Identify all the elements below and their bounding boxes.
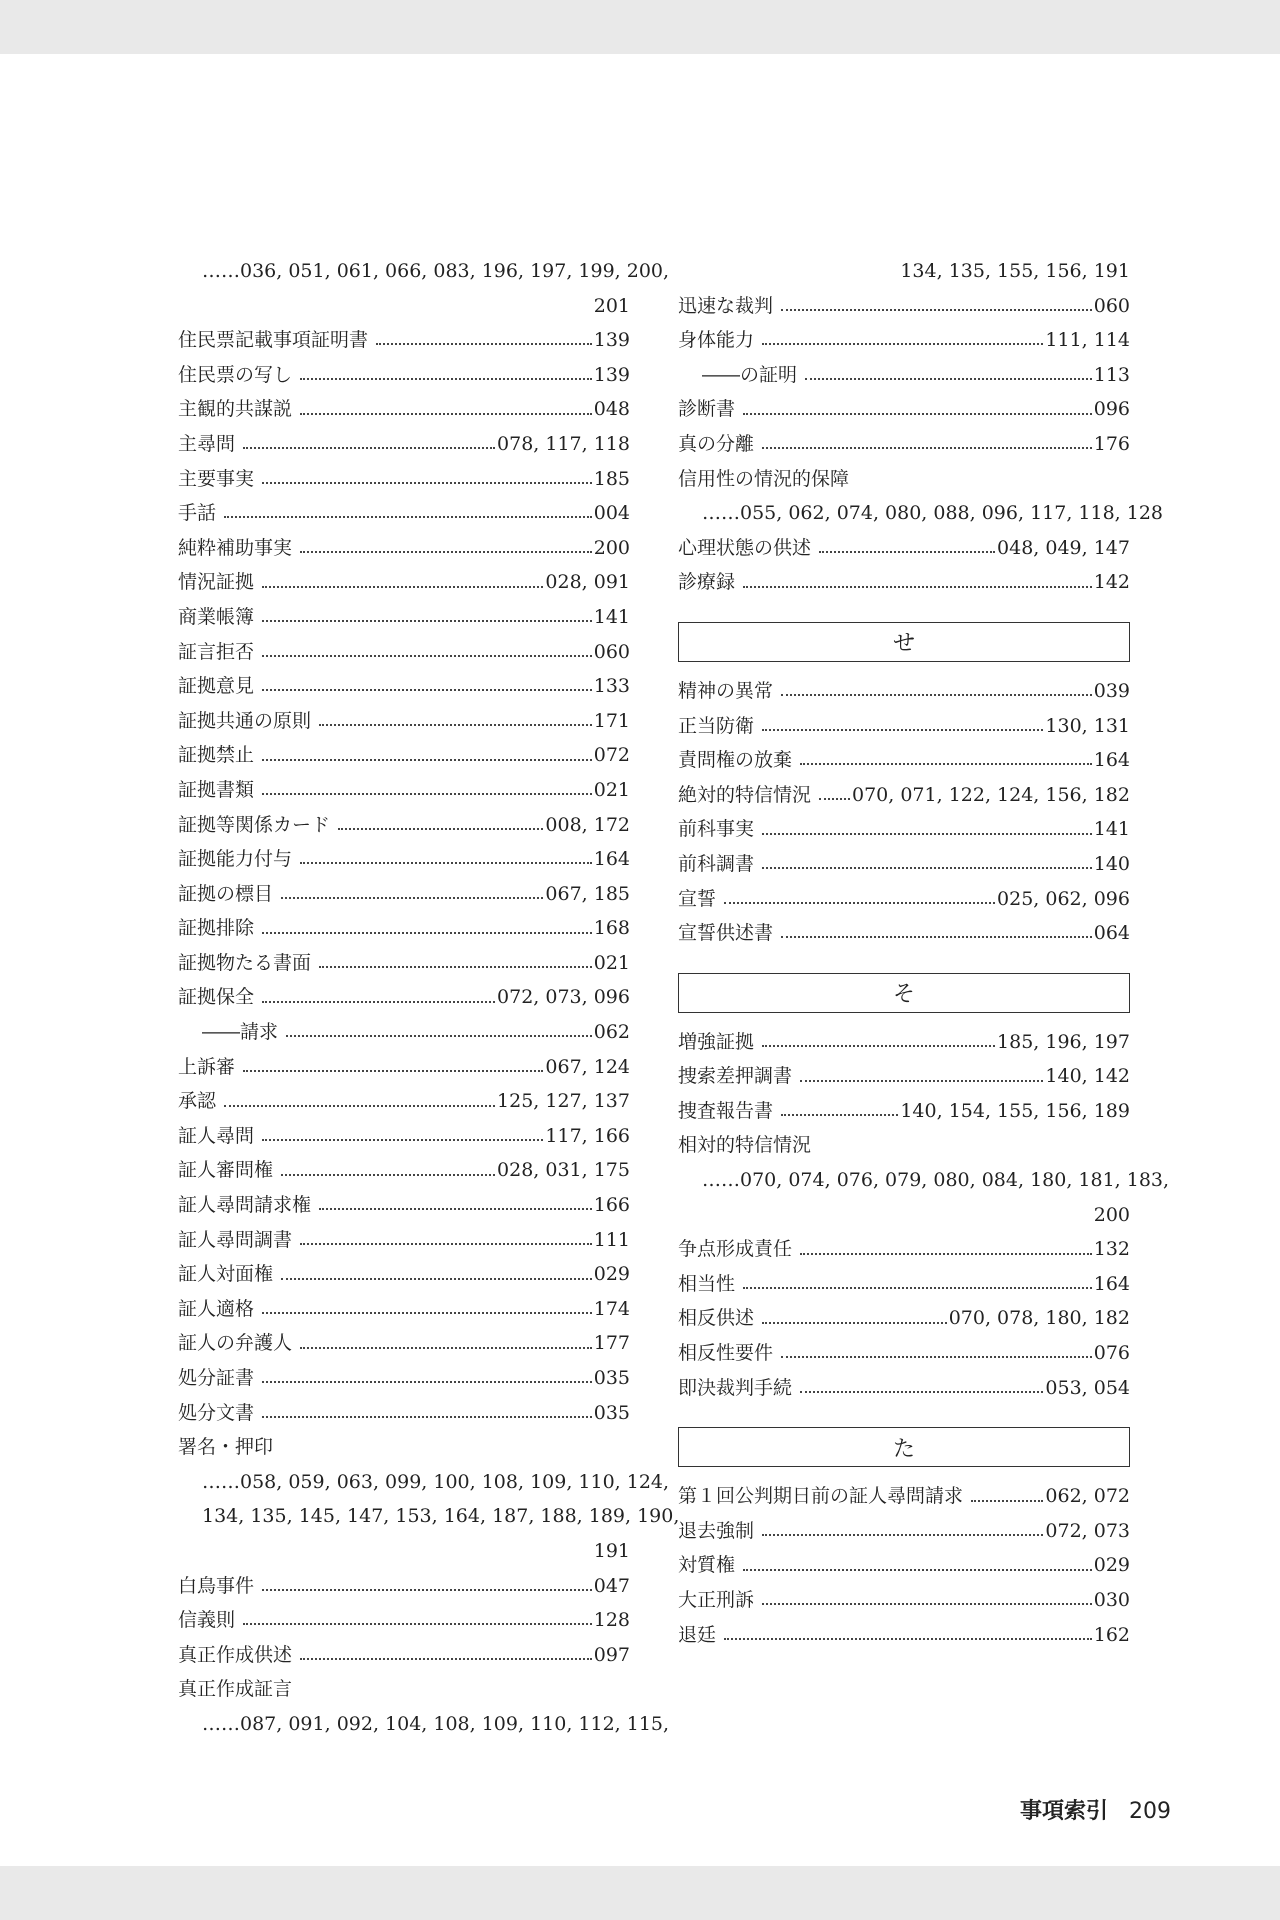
leader-dots bbox=[319, 1208, 592, 1210]
index-entry bbox=[178, 531, 630, 566]
viewer-bottom-bar bbox=[0, 1866, 1280, 1920]
page-refs-continuation: ……070, 074, 076, 079, 080, 084, 180, 181, 183, bbox=[702, 1169, 1170, 1192]
leader-dots bbox=[800, 763, 1092, 765]
page-refs: 030 bbox=[1093, 1589, 1130, 1611]
leader-dots bbox=[819, 798, 850, 800]
leader-dots bbox=[300, 378, 592, 380]
index-term: 第１回公判期日前の証人尋問請求 bbox=[678, 1485, 964, 1508]
index-term: 白鳥事件 bbox=[178, 1574, 255, 1597]
index-entry bbox=[178, 669, 630, 704]
leader-dots bbox=[243, 447, 495, 449]
page-refs: 048, 049, 147 bbox=[997, 536, 1130, 559]
index-entry bbox=[178, 877, 630, 912]
leader-dots bbox=[300, 862, 592, 864]
index-term: 正当防衛 bbox=[678, 714, 755, 737]
page-number: 209 bbox=[1129, 1799, 1172, 1824]
index-term: 真正作成供述 bbox=[178, 1643, 293, 1666]
index-term: 宣誓供述書 bbox=[678, 922, 774, 945]
index-entry bbox=[178, 980, 630, 1015]
page-refs: 062, 072 bbox=[1045, 1485, 1130, 1508]
index-term: 証拠書類 bbox=[178, 778, 255, 801]
leader-dots bbox=[300, 1347, 592, 1349]
index-entry bbox=[178, 1569, 630, 1604]
index-column-right bbox=[678, 254, 1170, 1652]
index-entry bbox=[178, 496, 630, 531]
leader-dots bbox=[243, 1623, 592, 1625]
index-entry bbox=[678, 323, 1130, 358]
index-entry bbox=[678, 427, 1130, 462]
leader-dots bbox=[286, 1035, 592, 1037]
page-refs: 028, 031, 175 bbox=[497, 1159, 630, 1182]
page-refs: 035 bbox=[593, 1367, 630, 1389]
leader-dots bbox=[743, 586, 1092, 588]
index-entry bbox=[178, 1188, 630, 1223]
index-entry bbox=[178, 462, 630, 497]
leader-dots bbox=[262, 586, 543, 588]
page-refs: 164 bbox=[1093, 1272, 1130, 1295]
index-entry bbox=[678, 1336, 1130, 1371]
page-refs: 132 bbox=[1093, 1238, 1130, 1261]
page-refs: 004 bbox=[593, 502, 630, 525]
index-term: 主尋問 bbox=[178, 432, 236, 455]
leader-dots bbox=[376, 343, 592, 345]
index-entry bbox=[178, 704, 630, 739]
page-refs: 062 bbox=[593, 1021, 630, 1044]
leader-dots bbox=[319, 966, 592, 968]
page-refs-continuation: ……058, 059, 063, 099, 100, 108, 109, 110, 124, bbox=[202, 1470, 670, 1493]
index-term: 前科事実 bbox=[678, 818, 755, 841]
kana-section-header: た bbox=[678, 1427, 1130, 1467]
leader-dots bbox=[724, 1638, 1092, 1640]
index-heading-term: 署名・押印 bbox=[178, 1436, 274, 1459]
leader-dots bbox=[300, 1658, 592, 1660]
page-refs: 060 bbox=[593, 640, 630, 663]
page-refs: 070, 071, 122, 124, 156, 182 bbox=[852, 783, 1130, 806]
page-refs: 128 bbox=[593, 1609, 630, 1632]
section-gap bbox=[678, 600, 1130, 622]
index-term: 手話 bbox=[178, 502, 217, 525]
index-entry bbox=[178, 911, 630, 946]
page-refs: 025, 062, 096 bbox=[997, 887, 1130, 910]
index-entry bbox=[678, 709, 1130, 744]
page-refs: 053, 054 bbox=[1045, 1376, 1130, 1399]
page-refs: 185, 196, 197 bbox=[997, 1030, 1130, 1053]
page-refs: 078, 117, 118 bbox=[497, 432, 630, 455]
leader-dots bbox=[800, 1253, 1092, 1255]
index-entry bbox=[178, 1153, 630, 1188]
leader-dots bbox=[781, 694, 1092, 696]
page-refs: 200 bbox=[593, 536, 630, 559]
index-entry bbox=[678, 1618, 1130, 1653]
leader-dots bbox=[724, 902, 995, 904]
index-term: ――請求 bbox=[202, 1021, 279, 1044]
page-refs: 174 bbox=[593, 1297, 630, 1320]
index-entry bbox=[678, 1514, 1130, 1549]
index-entry bbox=[678, 1548, 1130, 1583]
index-term: 証拠能力付与 bbox=[178, 848, 293, 871]
index-term: 証人の弁護人 bbox=[178, 1332, 293, 1355]
index-entry bbox=[678, 778, 1130, 813]
index-entry bbox=[178, 808, 630, 843]
leader-dots bbox=[762, 1534, 1043, 1536]
index-term: 信義則 bbox=[178, 1609, 236, 1632]
index-term: 診療録 bbox=[678, 571, 736, 594]
index-term: 争点形成責任 bbox=[678, 1238, 793, 1261]
index-entry bbox=[678, 1232, 1130, 1267]
leader-dots bbox=[300, 1243, 592, 1245]
index-term: 処分証書 bbox=[178, 1367, 255, 1389]
page-refs: 067, 185 bbox=[545, 882, 630, 905]
leader-dots bbox=[743, 1287, 1092, 1289]
index-entry bbox=[178, 392, 630, 427]
index-term: 純粋補助事実 bbox=[178, 536, 293, 559]
leader-dots bbox=[262, 655, 592, 657]
page-refs: 130, 131 bbox=[1045, 714, 1130, 737]
page-refs: 140, 154, 155, 156, 189 bbox=[900, 1099, 1130, 1122]
index-term: 住民票記載事項証明書 bbox=[178, 329, 369, 352]
section-gap bbox=[678, 951, 1130, 973]
kana-section-header: せ bbox=[678, 622, 1130, 662]
page-refs: 141 bbox=[1093, 818, 1130, 841]
index-term: 上訴審 bbox=[178, 1055, 236, 1078]
page-refs-continuation: ……055, 062, 074, 080, 088, 096, 117, 118, 128 bbox=[702, 502, 1164, 525]
index-entry bbox=[678, 847, 1130, 882]
leader-dots bbox=[224, 1105, 495, 1107]
page-refs: 021 bbox=[593, 778, 630, 801]
leader-dots bbox=[281, 1278, 592, 1280]
page-refs: 140, 142 bbox=[1045, 1065, 1130, 1088]
page-refs: 162 bbox=[1093, 1623, 1130, 1646]
index-term: 絶対的特信情況 bbox=[678, 783, 812, 806]
index-term: 証拠共通の原則 bbox=[178, 709, 312, 732]
leader-dots bbox=[781, 309, 1092, 311]
page-refs: 164 bbox=[1093, 749, 1130, 772]
index-term: 責問権の放棄 bbox=[678, 749, 793, 772]
page-refs: 140 bbox=[1093, 852, 1130, 875]
index-heading-term: 信用性の情況的保障 bbox=[678, 467, 850, 490]
index-entry bbox=[178, 1050, 630, 1085]
index-entry bbox=[678, 1479, 1130, 1514]
index-entry bbox=[178, 1638, 630, 1673]
page-refs: 067, 124 bbox=[545, 1055, 630, 1078]
index-term: 主要事実 bbox=[178, 467, 255, 490]
index-entry bbox=[178, 946, 630, 981]
page-refs: 142 bbox=[1093, 571, 1130, 594]
page-refs-continuation: 201 bbox=[593, 294, 630, 317]
leader-dots bbox=[262, 1381, 592, 1383]
leader-dots bbox=[805, 378, 1092, 380]
index-entry bbox=[178, 323, 630, 358]
leader-dots bbox=[262, 759, 592, 761]
page-refs: 097 bbox=[593, 1643, 630, 1666]
viewer-top-bar bbox=[0, 0, 1280, 54]
leader-dots bbox=[262, 1589, 592, 1591]
page-refs-continuation: 200 bbox=[1093, 1203, 1130, 1226]
index-term: 精神の異常 bbox=[678, 679, 774, 702]
leader-dots bbox=[743, 413, 1092, 415]
index-term: 相反供述 bbox=[678, 1307, 755, 1330]
page-refs-continuation: 191 bbox=[593, 1539, 630, 1562]
index-term: 宣誓 bbox=[678, 887, 717, 910]
page-refs: 164 bbox=[593, 848, 630, 871]
index-term: 証言拒否 bbox=[178, 640, 255, 663]
leader-dots bbox=[243, 1070, 543, 1072]
index-entry bbox=[178, 773, 630, 808]
index-entry bbox=[678, 1025, 1130, 1060]
index-term: 証人適格 bbox=[178, 1297, 255, 1320]
index-term: 大正刑訴 bbox=[678, 1589, 755, 1611]
page-refs: 072, 073, 096 bbox=[497, 986, 630, 1009]
index-term: 証拠等関係カード bbox=[178, 813, 331, 836]
page-refs: 096 bbox=[1093, 398, 1130, 421]
leader-dots bbox=[762, 867, 1092, 869]
index-term: 証人尋問請求権 bbox=[178, 1194, 312, 1217]
index-entry bbox=[178, 565, 630, 600]
leader-dots bbox=[338, 828, 543, 830]
index-entry bbox=[678, 882, 1130, 917]
index-page bbox=[0, 54, 1280, 1866]
leader-dots bbox=[800, 1391, 1043, 1393]
leader-dots bbox=[281, 897, 543, 899]
leader-dots bbox=[762, 729, 1043, 731]
index-term: 対質権 bbox=[678, 1554, 736, 1577]
index-term: 真の分離 bbox=[678, 432, 755, 455]
leader-dots bbox=[781, 936, 1092, 938]
index-entry bbox=[178, 1292, 630, 1327]
index-term: 情況証拠 bbox=[178, 571, 255, 594]
section-gap bbox=[678, 1405, 1130, 1427]
index-entry bbox=[678, 916, 1130, 951]
index-term: 証人対面権 bbox=[178, 1263, 274, 1286]
index-entry bbox=[678, 531, 1130, 566]
index-term: 承認 bbox=[178, 1090, 217, 1113]
leader-dots bbox=[262, 1001, 495, 1003]
page-refs: 072 bbox=[593, 744, 630, 767]
page-refs: 029 bbox=[593, 1263, 630, 1286]
index-entry bbox=[178, 1396, 630, 1431]
page-refs: 139 bbox=[593, 363, 630, 386]
index-term: 捜査報告書 bbox=[678, 1099, 774, 1122]
index-term: 証人尋問調書 bbox=[178, 1228, 293, 1251]
index-term: 主観的共謀説 bbox=[178, 398, 293, 421]
page-refs: 048 bbox=[593, 398, 630, 421]
page-refs-continuation: ……036, 051, 061, 066, 083, 196, 197, 199, 200, bbox=[202, 260, 670, 282]
page-refs-continuation: 134, 135, 155, 156, 191 bbox=[900, 260, 1130, 282]
index-heading-term: 相対的特信情況 bbox=[678, 1134, 812, 1157]
leader-dots bbox=[743, 1569, 1092, 1571]
page-refs: 070, 078, 180, 182 bbox=[948, 1307, 1130, 1330]
leader-dots bbox=[262, 1139, 543, 1141]
index-entry bbox=[678, 1267, 1130, 1302]
index-term: 増強証拠 bbox=[678, 1030, 755, 1053]
page-refs-continuation: 134, 135, 145, 147, 153, 164, 187, 188, 189, 190, bbox=[202, 1505, 680, 1528]
index-entry bbox=[678, 812, 1130, 847]
leader-dots bbox=[262, 620, 592, 622]
index-term: 証拠物たる書面 bbox=[178, 951, 312, 974]
footer-label: 事項索引 bbox=[1020, 1799, 1109, 1824]
page-refs: 064 bbox=[1093, 922, 1130, 945]
index-entry bbox=[678, 1583, 1130, 1618]
page-refs: 117, 166 bbox=[545, 1124, 630, 1147]
index-entry bbox=[178, 358, 630, 393]
index-term: 証拠意見 bbox=[178, 675, 255, 698]
leader-dots bbox=[762, 1045, 995, 1047]
index-entry bbox=[178, 1326, 630, 1361]
leader-dots bbox=[319, 724, 592, 726]
page-refs: 177 bbox=[593, 1332, 630, 1355]
index-entry bbox=[178, 600, 630, 635]
index-term: 前科調書 bbox=[678, 852, 755, 875]
page-refs: 111 bbox=[593, 1228, 630, 1251]
index-entry bbox=[178, 1015, 630, 1050]
page-refs: 035 bbox=[593, 1401, 630, 1424]
index-entry bbox=[178, 1361, 630, 1396]
index-term: 相反性要件 bbox=[678, 1342, 774, 1365]
index-term: 心理状態の供述 bbox=[678, 536, 812, 559]
index-entry bbox=[678, 674, 1130, 709]
leader-dots bbox=[262, 793, 592, 795]
index-entry bbox=[178, 1084, 630, 1119]
index-term: 診断書 bbox=[678, 398, 736, 421]
index-entry bbox=[678, 1371, 1130, 1406]
leader-dots bbox=[762, 1603, 1092, 1605]
page-refs: 185 bbox=[593, 467, 630, 490]
leader-dots bbox=[781, 1356, 1092, 1358]
leader-dots bbox=[762, 343, 1043, 345]
leader-dots bbox=[971, 1500, 1043, 1502]
index-entry bbox=[178, 738, 630, 773]
leader-dots bbox=[262, 689, 592, 691]
leader-dots bbox=[819, 551, 995, 553]
index-entry bbox=[678, 1301, 1130, 1336]
leader-dots bbox=[262, 1312, 592, 1314]
index-heading-term: 真正作成証言 bbox=[178, 1678, 293, 1701]
page-refs: 113 bbox=[1093, 363, 1130, 386]
leader-dots bbox=[281, 1174, 495, 1176]
page-refs: 168 bbox=[593, 917, 630, 940]
index-column-left bbox=[178, 254, 680, 1742]
leader-dots bbox=[781, 1114, 898, 1116]
index-entry bbox=[678, 289, 1130, 324]
index-term: 退去強制 bbox=[678, 1519, 755, 1542]
index-entry bbox=[178, 842, 630, 877]
page-refs: 072, 073 bbox=[1045, 1519, 1130, 1542]
page-refs: 171 bbox=[593, 709, 630, 732]
index-term: ――の証明 bbox=[702, 363, 798, 386]
index-term: 証拠排除 bbox=[178, 917, 255, 940]
index-term: 証人尋問 bbox=[178, 1124, 255, 1147]
index-term: 証人審問権 bbox=[178, 1159, 274, 1182]
index-entry bbox=[678, 392, 1130, 427]
kana-section-header: そ bbox=[678, 973, 1130, 1013]
index-term: 捜索差押調書 bbox=[678, 1065, 793, 1088]
page-refs: 076 bbox=[1093, 1342, 1130, 1365]
page-refs: 021 bbox=[593, 951, 630, 974]
index-term: 身体能力 bbox=[678, 329, 755, 352]
page-refs: 125, 127, 137 bbox=[497, 1090, 630, 1113]
index-term: 迅速な裁判 bbox=[678, 294, 774, 317]
page-refs: 008, 172 bbox=[545, 813, 630, 836]
index-entry bbox=[678, 1059, 1130, 1094]
leader-dots bbox=[262, 932, 592, 934]
leader-dots bbox=[762, 1322, 947, 1324]
index-entry bbox=[678, 358, 1130, 393]
page-refs: 141 bbox=[593, 605, 630, 628]
index-term: 即決裁判手続 bbox=[678, 1376, 793, 1399]
page-refs: 029 bbox=[1093, 1554, 1130, 1577]
page-refs: 039 bbox=[1093, 679, 1130, 702]
index-entry bbox=[178, 1603, 630, 1638]
index-entry bbox=[178, 1257, 630, 1292]
index-entry bbox=[178, 427, 630, 462]
leader-dots bbox=[800, 1080, 1043, 1082]
index-entry bbox=[678, 743, 1130, 778]
page-refs: 166 bbox=[593, 1194, 630, 1217]
page-footer bbox=[1020, 1794, 1171, 1825]
index-entry bbox=[178, 635, 630, 670]
page-refs: 176 bbox=[1093, 432, 1130, 455]
page-refs: 060 bbox=[1093, 294, 1130, 317]
index-term: 相当性 bbox=[678, 1272, 736, 1295]
index-term: 住民票の写し bbox=[178, 363, 293, 386]
index-term: 証拠の標目 bbox=[178, 882, 274, 905]
leader-dots bbox=[262, 1416, 592, 1418]
index-entry bbox=[178, 1119, 630, 1154]
index-entry bbox=[178, 1223, 630, 1258]
leader-dots bbox=[300, 413, 592, 415]
index-term: 商業帳簿 bbox=[178, 605, 255, 628]
index-term: 退廷 bbox=[678, 1623, 717, 1646]
page-refs: 047 bbox=[593, 1574, 630, 1597]
leader-dots bbox=[262, 482, 592, 484]
leader-dots bbox=[762, 833, 1092, 835]
leader-dots bbox=[224, 516, 592, 518]
page-refs: 139 bbox=[593, 329, 630, 352]
page-refs-continuation: ……087, 091, 092, 104, 108, 109, 110, 112, 115, bbox=[202, 1712, 670, 1735]
page-refs: 111, 114 bbox=[1045, 329, 1130, 352]
index-term: 処分文書 bbox=[178, 1401, 255, 1424]
index-entry bbox=[678, 1094, 1130, 1129]
page-refs: 133 bbox=[593, 675, 630, 698]
leader-dots bbox=[762, 447, 1092, 449]
index-term: 証拠禁止 bbox=[178, 744, 255, 767]
index-entry bbox=[678, 565, 1130, 600]
leader-dots bbox=[300, 551, 592, 553]
index-term: 証拠保全 bbox=[178, 986, 255, 1009]
page-refs: 028, 091 bbox=[545, 571, 630, 594]
